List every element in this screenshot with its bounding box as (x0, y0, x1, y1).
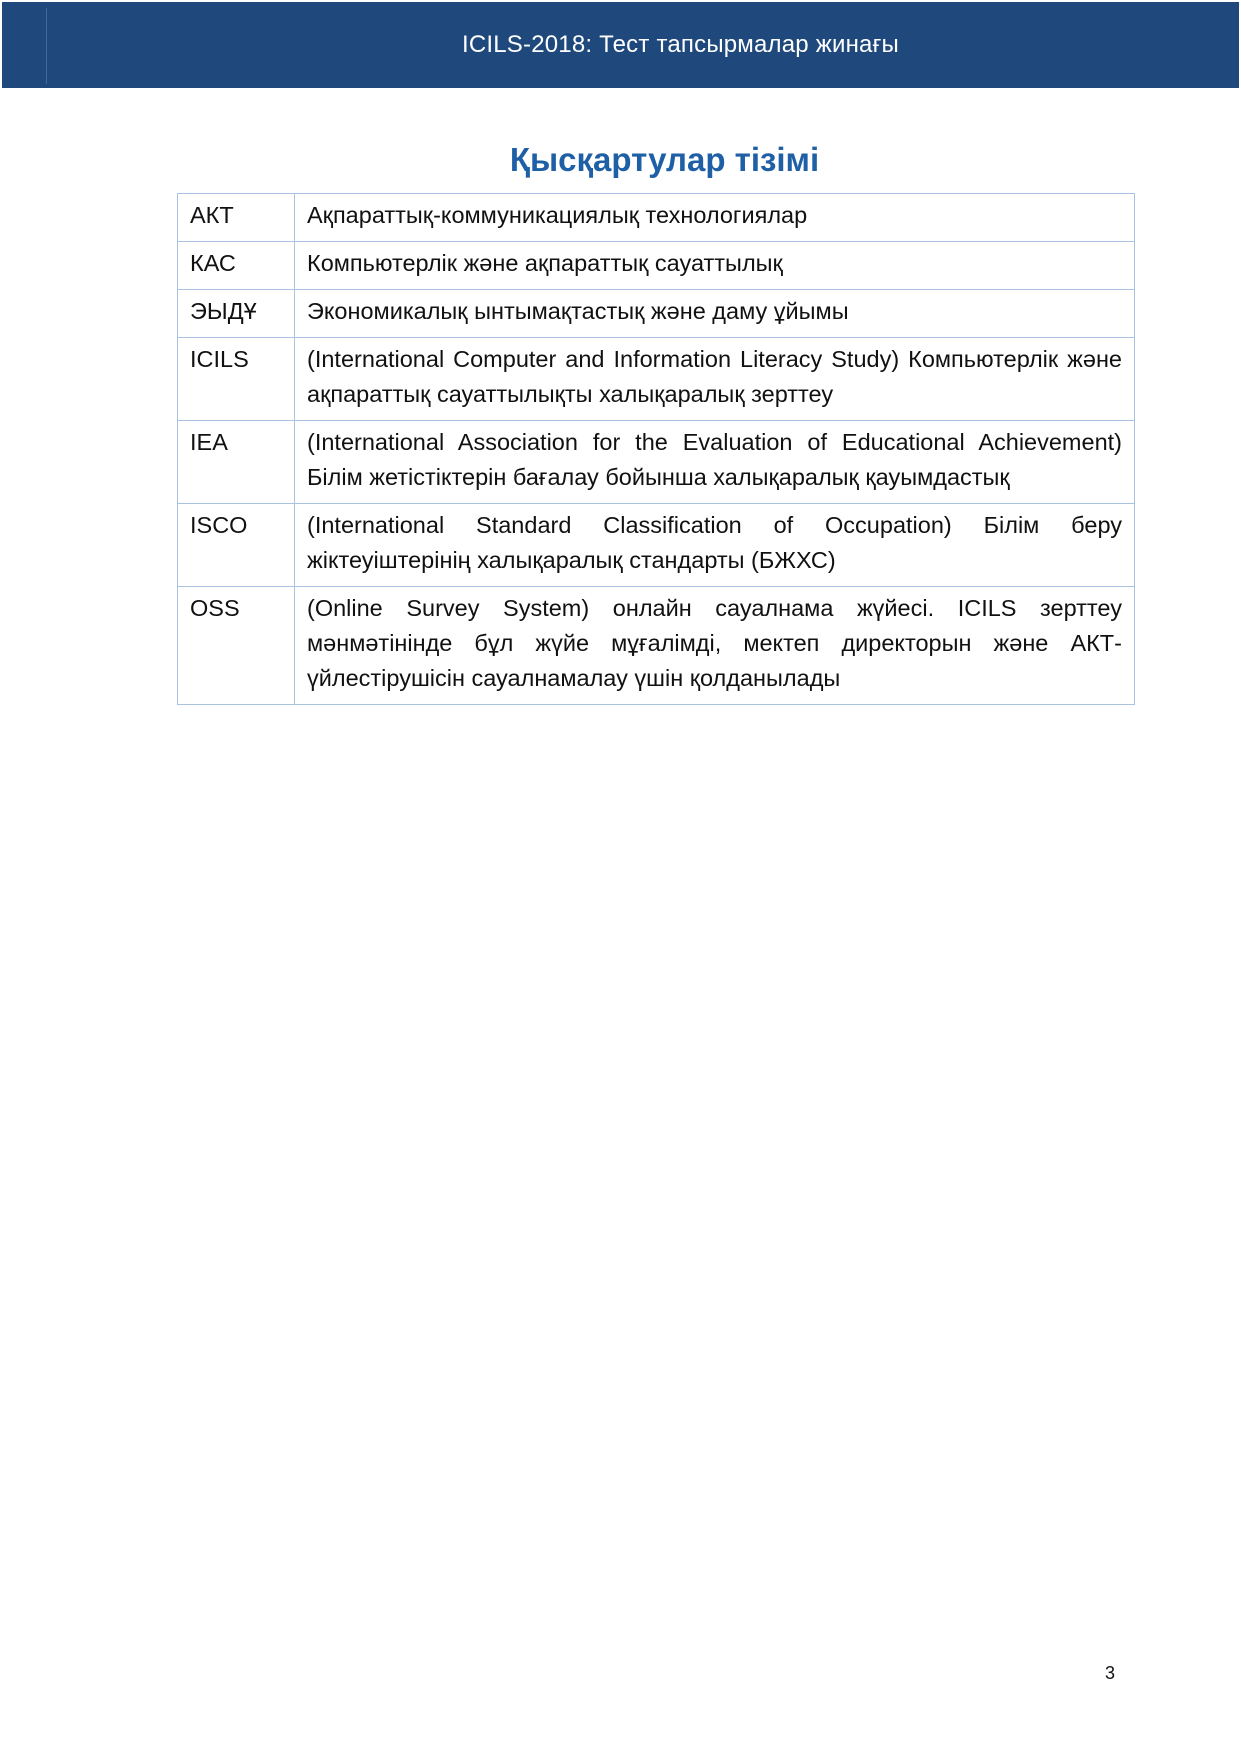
definition-cell: (Online Survey System) онлайн сауалнама жүйесі. ICILS зерттеу мәнмәтінінде бұл жүйе мұғалімді, мектеп директорын және АКТ-үйлестірушісін сауалнамалау үшін қолданылады (295, 587, 1135, 705)
table-row (178, 504, 1135, 587)
abbreviation-cell: ЭЫДҰ (178, 290, 295, 338)
table-row (178, 194, 1135, 242)
abbreviation-cell: OSS (178, 587, 295, 705)
table-row (178, 421, 1135, 504)
page-number: 3 (1105, 1663, 1116, 1683)
abbreviation-cell: КАС (178, 242, 295, 290)
definition-cell: (International Computer and Information Literacy Study) Компьютерлік және ақпараттық сауаттылықты халықаралық зерттеу (295, 338, 1135, 421)
abbreviation-cell: ICILS (178, 338, 295, 421)
abbreviation-cell: ISCO (178, 504, 295, 587)
abbreviations-table (177, 193, 1135, 705)
table-row (178, 290, 1135, 338)
table-row (178, 242, 1135, 290)
definition-cell: Компьютерлік және ақпараттық сауаттылық (295, 242, 1135, 290)
definition-cell: (International Association for the Evaluation of Educational Achievement) Білім жетістіктерін бағалау бойынша халықаралық қауымдастық (295, 421, 1135, 504)
table-row (178, 587, 1135, 705)
definition-cell: Экономикалық ынтымақтастық және даму ұйымы (295, 290, 1135, 338)
definition-cell: Ақпараттық-коммуникациялық технологиялар (295, 194, 1135, 242)
abbreviation-cell: АКТ (178, 194, 295, 242)
table-row (178, 338, 1135, 421)
abbreviation-cell: IEA (178, 421, 295, 504)
definition-cell: (International Standard Classification of Occupation) Білім беру жіктеуіштерінің халықаралық стандарты (БЖХС) (295, 504, 1135, 587)
page-title: Қысқартулар тізімі (509, 141, 820, 178)
header-title: ICILS-2018: Тест тапсырмалар жинағы (461, 31, 899, 58)
page-header (2, 2, 1239, 88)
